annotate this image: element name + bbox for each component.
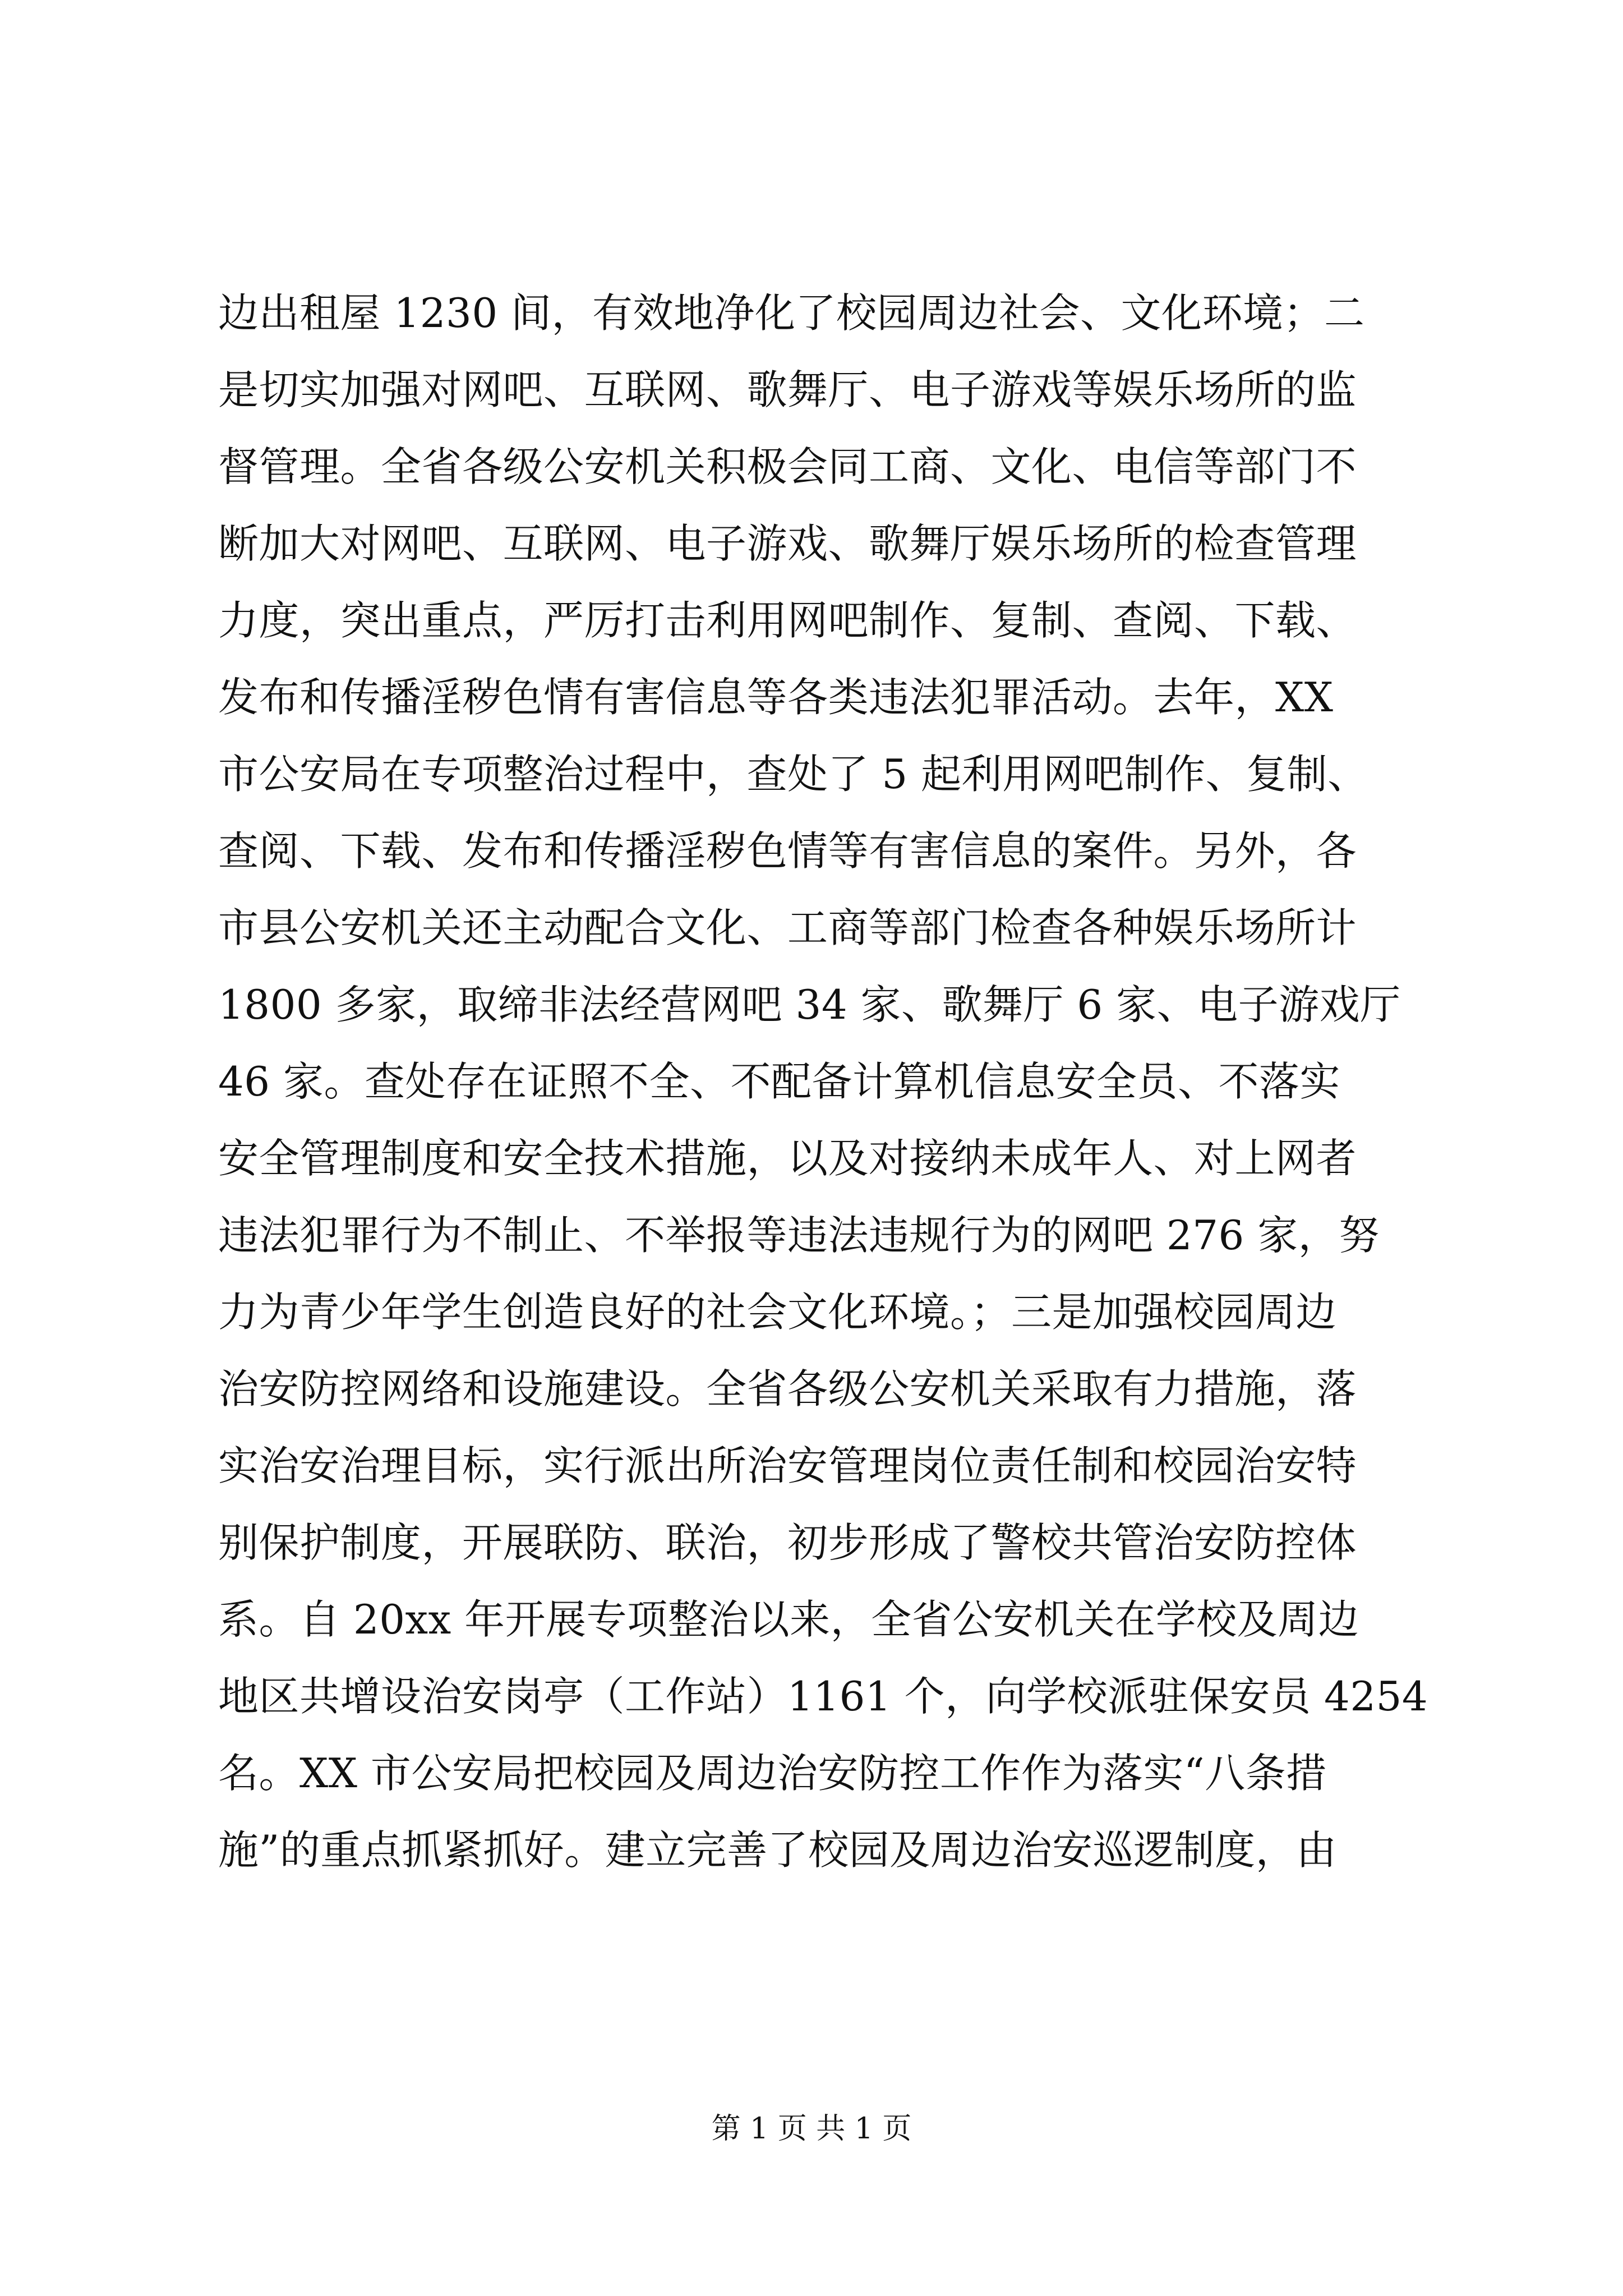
text-line: 1800 多家，取缔非法经营网吧 34 家、歌舞厅 6 家、电子游戏厅 bbox=[218, 981, 1401, 1028]
text-line: 名。XX 市公安局把校园及周边治安防控工作作为落实“八条措 bbox=[218, 1750, 1327, 1797]
body-text bbox=[218, 275, 1428, 1889]
text-line: 市县公安机关还主动配合文化、工商等部门检查各种娱乐场所计 bbox=[218, 904, 1357, 951]
text-line: 力度，突出重点，严厉打击利用网吧制作、复制、查阅、下载、 bbox=[218, 597, 1357, 644]
text-line: 违法犯罪行为不制止、不举报等违法违规行为的网吧 276 家，努 bbox=[218, 1212, 1380, 1259]
text-line: 断加大对网吧、互联网、电子游戏、歌舞厅娱乐场所的检查管理 bbox=[218, 520, 1357, 567]
page-footer: 第 1 页 共 1 页 bbox=[711, 2112, 912, 2146]
text-line: 系。自 20xx 年开展专项整治以来，全省公安机关在学校及周边 bbox=[218, 1596, 1359, 1643]
text-line: 地区共增设治安岗亭（工作站）1161 个，向学校派驻保安员 4254 bbox=[218, 1673, 1428, 1720]
text-line: 市公安局在专项整治过程中，查处了 5 起利用网吧制作、复制、 bbox=[218, 751, 1368, 798]
text-line: 实治安治理目标，实行派出所治安管理岗位责任制和校园治安特 bbox=[218, 1442, 1357, 1489]
text-line: 安全管理制度和安全技术措施，以及对接纳未成年人、对上网者 bbox=[218, 1135, 1357, 1182]
text-line: 别保护制度，开展联防、联治，初步形成了警校共管治安防控体 bbox=[218, 1519, 1357, 1566]
text-line: 治安防控网络和设施建设。全省各级公安机关采取有力措施，落 bbox=[218, 1365, 1357, 1412]
text-line: 是切实加强对网吧、互联网、歌舞厅、电子游戏等娱乐场所的监 bbox=[218, 366, 1357, 413]
text-line: 边出租屋 1230 间，有效地净化了校园周边社会、文化环境；二 bbox=[218, 289, 1365, 337]
text-line: 查阅、下载、发布和传播淫秽色情等有害信息的案件。另外，各 bbox=[218, 827, 1357, 875]
text-line: 力为青少年学生创造良好的社会文化环境。；三是加强校园周边 bbox=[218, 1289, 1337, 1336]
text-line: 发布和传播淫秽色情有害信息等各类违法犯罪活动。去年，XX bbox=[218, 674, 1334, 721]
text-line: 督管理。全省各级公安机关积极会同工商、文化、电信等部门不 bbox=[218, 443, 1357, 490]
text-line: 46 家。查处存在证照不全、不配备计算机信息安全员、不落实 bbox=[218, 1058, 1341, 1105]
text-line: 施”的重点抓紧抓好。建立完善了校园及周边治安巡逻制度，由 bbox=[218, 1826, 1337, 1874]
